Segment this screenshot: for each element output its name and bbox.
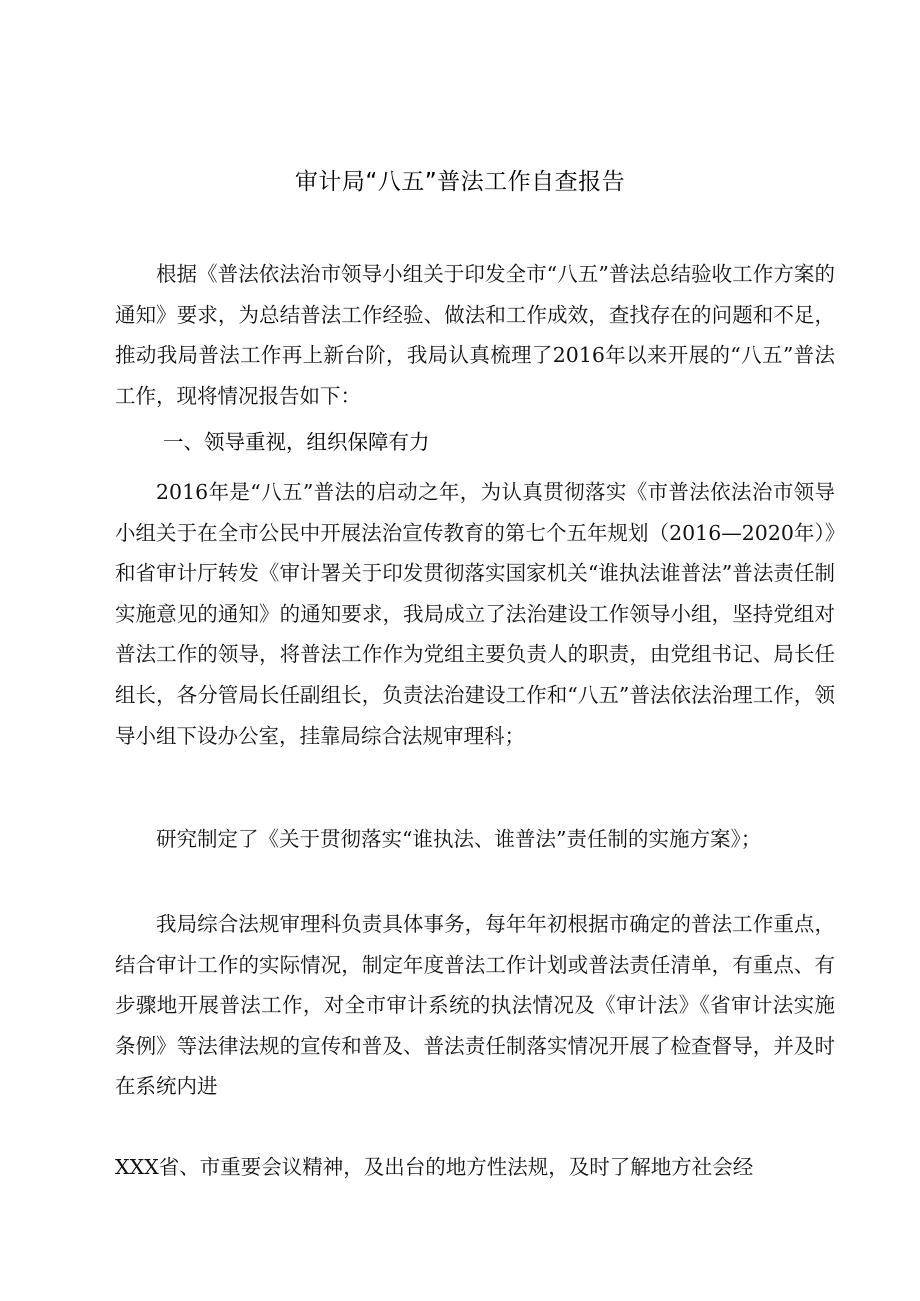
section-heading-1: 一、领导重视，组织保障有力 (163, 430, 430, 454)
intro-paragraph: 根据《普法依法治市领导小组关于印发全市“八五”普法总结验收工作方案的通知》要求，为总结普法工作经验、做法和工作成效，查找存在的问题和不足，推动我局普法工作再上新台阶，我局认真梳理了2016年以来开展的“八五”普法工作，现将情况报告如下： (115, 262, 835, 408)
section1-paragraph-3: 我局综合法规审理科负责具体事务，每年年初根据市确定的普法工作重点，结合审计工作的实际情况，制定年度普法工作计划或普法责任清单，有重点、有步骤地开展普法工作，对全市审计系统的执法情况及《审计法》《省审计法实施条例》等法律法规的宣传和普及、普法责任制落实情况开展了检查督导，并及时在系统内进 (115, 912, 835, 1099)
section1-paragraph-1: 2016年是“八五”普法的启动之年，为认真贯彻落实《市普法依法治市领导小组关于在全市公民中开展法治宣传教育的第七个五年规划（2016—2020年）》和省审计厅转发《审计署关于印发贯彻落实国家机关“谁执法谁普法”普法责任制实施意见的通知》的通知要求，我局成立了法治建设工作领导小组，坚持党组对普法工作的领导，将普法工作作为党组主要负责人的职责，由党组书记、局长任组长，各分管局长任副组长，负责法治建设工作和“八五”普法依法治理工作，领导小组下设办公室，挂靠局综合法规审理科； (115, 480, 835, 748)
section1-paragraph-2: 研究制定了《关于贯彻落实“谁执法、谁普法”责任制的实施方案》； (156, 827, 762, 851)
page-tail-line: XXX省、市重要会议精神，及出台的地方性法规，及时了解地方社会经 (115, 1155, 754, 1179)
document-title: 审计局“八五”普法工作自查报告 (294, 169, 626, 195)
